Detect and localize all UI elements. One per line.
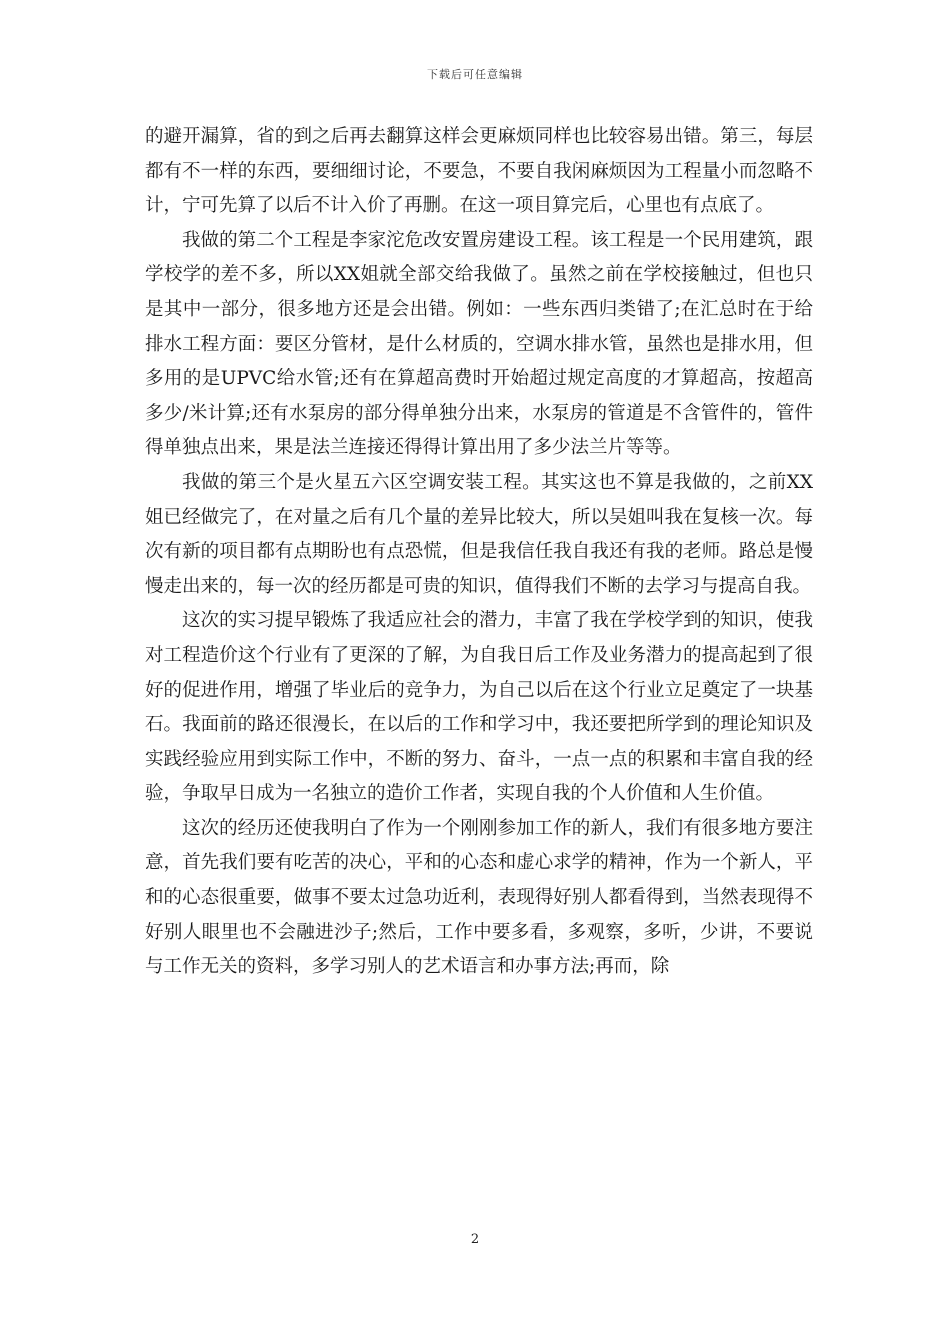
paragraph-5: 这次的经历还使我明白了作为一个刚刚参加工作的新人，我们有很多地方要注意，首先我们要有吃苦的决心，平和的心态和虚心求学的精神，作为一个新人，平和的心态很重要，做事不要太过急功近利，表现得好别人都看得到，当然表现得不好别人眼里也不会融进沙子;然后，工作中要多看，多观察，多听，少讲，不要说与工作无关的资料，多学习别人的艺术语言和办事方法;再而，除 [145, 817, 813, 978]
paragraph-3: 我做的第三个是火星五六区空调安装工程。其实这也不算是我做的，之前XX姐已经做完了，在对量之后有几个量的差异比较大，所以吴姐叫我在复核一次。每次有新的项目都有点期盼也有点恐慌，但是我信任我自我还有我的老师。路总是慢慢走出来的，每一次的经历都是可贵的知识，值得我们不断的去学习与提高自我。 [145, 471, 813, 597]
paragraph-4: 这次的实习提早锻炼了我适应社会的潜力，丰富了我在学校学到的知识，使我对工程造价这个行业有了更深的了解，为自我日后工作及业务潜力的提高起到了很好的促进作用，增强了毕业后的竞争力，为自己以后在这个行业立足奠定了一块基石。我面前的路还很漫长，在以后的工作和学习中，我还要把所学到的理论知识及实践经验应用到实际工作中，不断的努力、奋斗，一点一点的积累和丰富自我的经验，争取早日成为一名独立的造价工作者，实现自我的个人价值和人生价值。 [145, 610, 813, 805]
document-body [145, 120, 813, 985]
paragraph-1: 的避开漏算，省的到之后再去翻算这样会更麻烦同样也比较容易出错。第三，每层都有不一样的东西，要细细讨论，不要急，不要自我闲麻烦因为工程量小而忽略不计，宁可先算了以后不计入价了再删。在这一项目算完后，心里也有点底了。 [145, 126, 813, 217]
page-number: 2 [470, 1232, 480, 1247]
paragraph-2: 我做的第二个工程是李家沱危改安置房建设工程。该工程是一个民用建筑，跟学校学的差不多，所以XX姐就全部交给我做了。虽然之前在学校接触过，但也只是其中一部分，很多地方还是会出错。例如：一些东西归类错了;在汇总时在于给排水工程方面：要区分管材，是什么材质的，空调水排水管，虽然也是排水用，但多用的是UPVC给水管;还有在算超高费时开始超过规定高度的才算超高，按超高多少/米计算;还有水泵房的部分得单独分出来，水泵房的管道是不含管件的，管件得单独点出来，果是法兰连接还得得计算出用了多少法兰片等等。 [145, 229, 813, 459]
page-header: 下载后可任意编辑 [427, 68, 523, 81]
